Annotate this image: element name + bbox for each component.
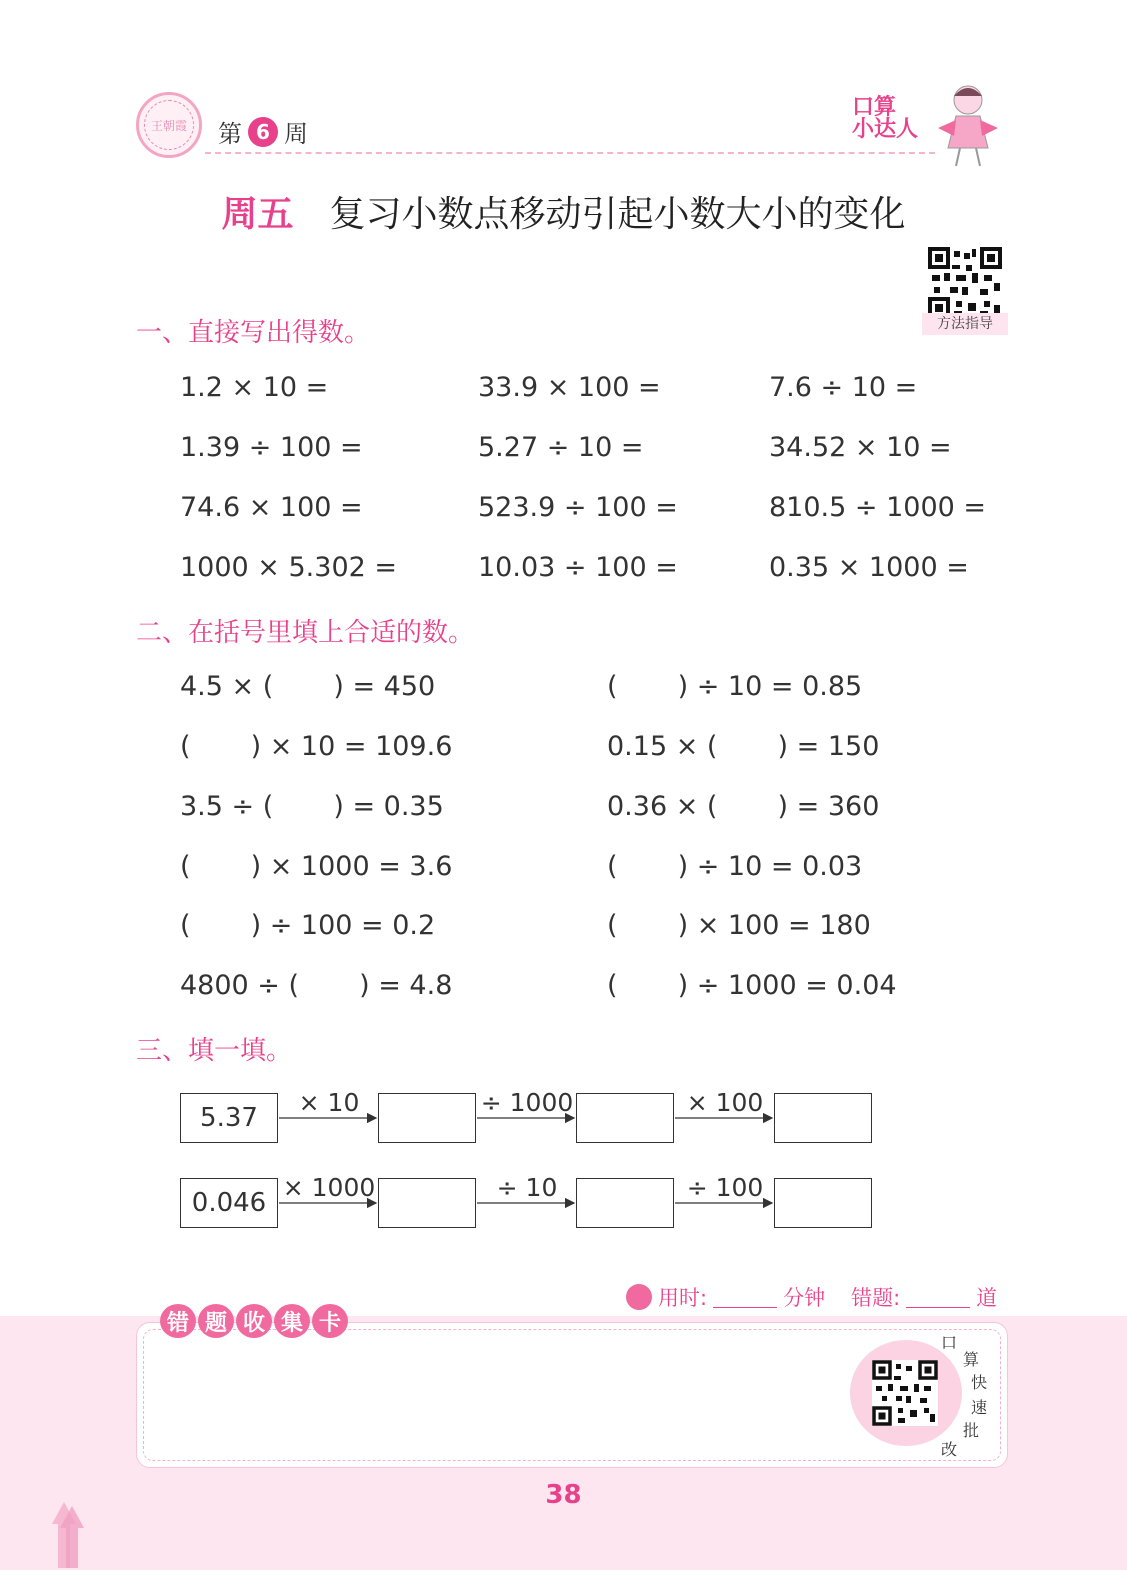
week-prefix: 第	[218, 120, 242, 148]
s1-r1-c2: 33.9 × 100 =	[478, 372, 661, 403]
side-char: 改	[941, 1440, 958, 1459]
section3-heading: 三、填一填。	[136, 1036, 293, 1066]
s2-r2-c2: 0.15 × ( ) = 150	[607, 731, 880, 762]
qr-code-icon[interactable]	[872, 1360, 938, 1426]
s2-r6-c1: 4800 ÷ ( ) = 4.8	[180, 970, 453, 1001]
s1-r2-c3: 34.52 × 10 =	[769, 432, 952, 463]
error-blank[interactable]	[906, 1287, 970, 1308]
qr-label: 方法指导	[922, 313, 1008, 335]
s1-r4-c3: 0.35 × 1000 =	[769, 552, 969, 583]
side-char: 算	[963, 1350, 980, 1369]
logo-line2: 小达人	[852, 117, 919, 142]
error-label: 错题:	[851, 1286, 901, 1310]
s1-r2-c2: 5.27 ÷ 10 =	[478, 432, 644, 463]
chain2-box2[interactable]	[576, 1178, 674, 1228]
chain2-op1: × 1000	[282, 1173, 376, 1202]
s1-r1-c1: 1.2 × 10 =	[180, 372, 329, 403]
chain1-start: 5.37	[180, 1093, 278, 1143]
chain1-box1[interactable]	[378, 1093, 476, 1143]
week-suffix: 周	[284, 120, 308, 148]
s1-r2-c1: 1.39 ÷ 100 =	[180, 432, 363, 463]
s1-r1-c3: 7.6 ÷ 10 =	[769, 372, 918, 403]
logo-line1: 口算	[852, 95, 897, 120]
card-title-char: 错	[160, 1304, 196, 1338]
s2-r4-c1: ( ) × 1000 = 3.6	[180, 851, 453, 882]
s2-r3-c2: 0.36 × ( ) = 360	[607, 791, 880, 822]
error-unit: 道	[976, 1286, 998, 1310]
clock-icon	[626, 1284, 652, 1310]
page-number: 38	[545, 1480, 582, 1510]
chain1-op2: ÷ 1000	[480, 1088, 574, 1117]
card-title	[160, 1304, 348, 1338]
s2-r4-c2: ( ) ÷ 10 = 0.03	[607, 851, 863, 882]
s2-r5-c1: ( ) ÷ 100 = 0.2	[180, 910, 436, 941]
week-number: 6	[248, 117, 278, 147]
side-char: 速	[971, 1398, 988, 1417]
side-char: 口	[941, 1333, 958, 1352]
chain2-op2: ÷ 10	[496, 1173, 558, 1202]
s1-r4-c1: 1000 × 5.302 =	[180, 552, 398, 583]
s1-r3-c1: 74.6 × 100 =	[180, 492, 363, 523]
s1-r4-c2: 10.03 ÷ 100 =	[478, 552, 678, 583]
card-title-char: 题	[198, 1304, 234, 1338]
section2-heading: 二、在括号里填上合适的数。	[136, 618, 475, 648]
chain1-op1: × 10	[298, 1088, 360, 1117]
s1-r3-c2: 523.9 ÷ 100 =	[478, 492, 678, 523]
time-unit: 分钟	[783, 1286, 826, 1310]
section1-heading: 一、直接写出得数。	[136, 318, 371, 348]
side-char: 批	[963, 1421, 980, 1440]
s2-r6-c2: ( ) ÷ 1000 = 0.04	[607, 970, 897, 1001]
card-title-char: 收	[236, 1304, 272, 1338]
seal-text: 王朝霞	[144, 100, 194, 150]
chain2-box1[interactable]	[378, 1178, 476, 1228]
s1-r3-c3: 810.5 ÷ 1000 =	[769, 492, 987, 523]
time-record	[626, 1282, 997, 1312]
s2-r2-c1: ( ) × 10 = 109.6	[180, 731, 453, 762]
arrow-up-decoration-icon	[52, 1498, 92, 1568]
time-label: 用时:	[658, 1286, 708, 1310]
card-title-char: 集	[274, 1304, 310, 1338]
s2-r5-c2: ( ) × 100 = 180	[607, 910, 871, 941]
side-char: 快	[971, 1373, 988, 1392]
chain2-op3: ÷ 100	[686, 1173, 764, 1202]
s2-r3-c1: 3.5 ÷ ( ) = 0.35	[180, 791, 444, 822]
s2-r1-c1: 4.5 × ( ) = 450	[180, 671, 436, 702]
chain1-box3[interactable]	[774, 1093, 872, 1143]
time-blank[interactable]	[713, 1287, 777, 1308]
title-text: 复习小数点移动引起小数大小的变化	[329, 194, 906, 235]
chain2-box3[interactable]	[774, 1178, 872, 1228]
chain1-box2[interactable]	[576, 1093, 674, 1143]
chain1-op3: × 100	[686, 1088, 764, 1117]
title-day: 周五	[221, 194, 294, 235]
card-title-char: 卡	[312, 1304, 348, 1338]
s2-r1-c2: ( ) ÷ 10 = 0.85	[607, 671, 863, 702]
chain2-start: 0.046	[180, 1178, 278, 1228]
